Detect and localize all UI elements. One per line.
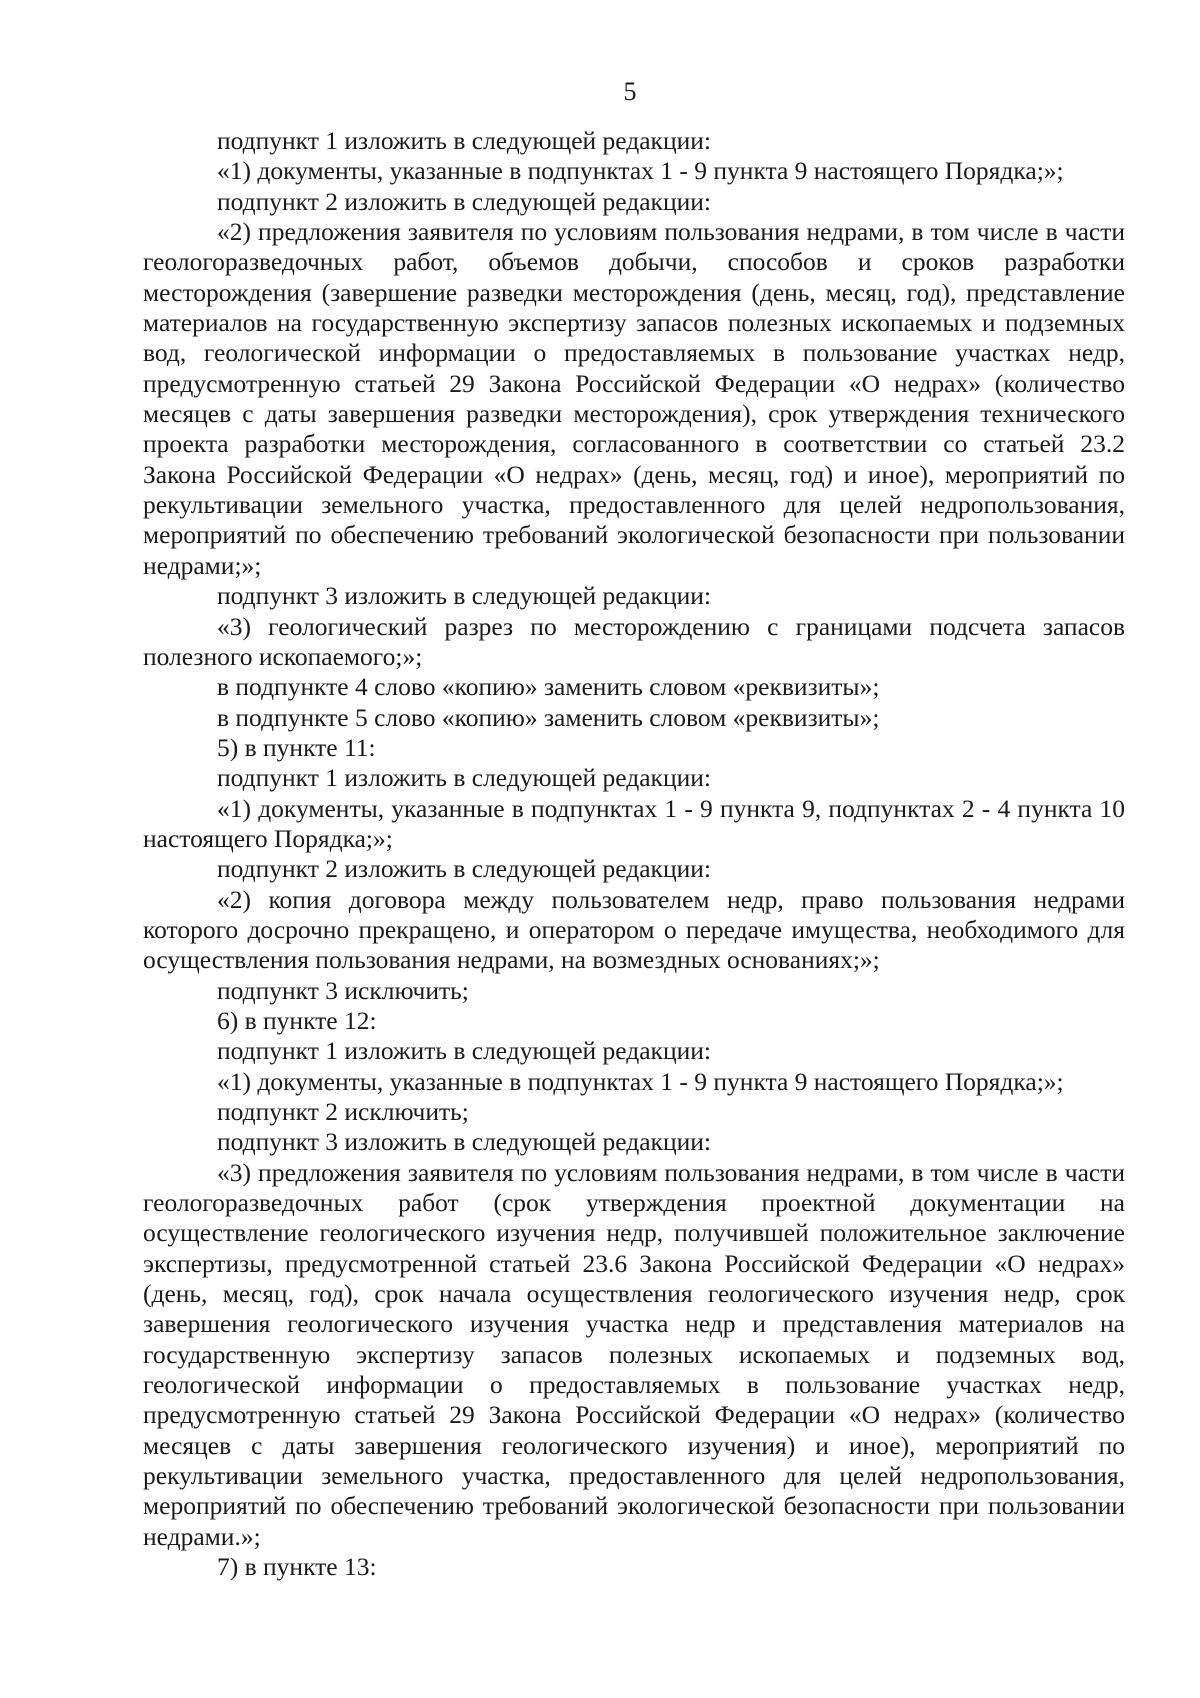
- document-body: [143, 126, 1125, 1583]
- paragraph: подпункт 2 изложить в следующей редакции:: [217, 854, 711, 884]
- page-number: 5: [623, 77, 637, 106]
- paragraph: 7) в пункте 13:: [217, 1552, 377, 1582]
- paragraph: 6) в пункте 12:: [217, 1005, 377, 1035]
- paragraph: «3) предложения заявителя по условиям пользования недрами, в том числе в части геологоразведочных работ (срок утверждения проектной документации на осуществление геологического изучения недр, получившей положительное заключение экспертизы, предусмотренной статьей 23.6 Закона Российской Федерации «О недрах» (день, месяц, год), срок начала осуществления геологического изучения недр, срок завершения геологического изучения участка недр и представления материалов на государственную экспертизу запасов полезных ископаемых и подземных вод, геологической информации о предоставляемых в пользование участках недр, предусмотренную статьей 29 Закона Российской Федерации «О недрах» (количество месяцев с даты завершения геологического изучения) и иное), мероприятий по рекультивации земельного участка, предоставленного для целей недропользования, мероприятий по обеспечению требований экологической безопасности при пользовании недрами.»;: [143, 1157, 1125, 1551]
- paragraph: подпункт 2 изложить в следующей редакции:: [217, 186, 711, 216]
- paragraph: 5) в пункте 11:: [217, 732, 376, 762]
- paragraph: «1) документы, указанные в подпунктах 1 - 9 пункта 9 настоящего Порядка;»;: [217, 156, 1064, 186]
- paragraph: в подпункте 4 слово «копию» заменить словом «реквизиты»;: [217, 672, 880, 702]
- paragraph: «1) документы, указанные в подпунктах 1 - 9 пункта 9 настоящего Порядка;»;: [217, 1066, 1064, 1096]
- paragraph: «2) копия договора между пользователем недр, право пользования недрами которого досрочно прекращено, и оператором о передаче имущества, необходимого для осуществления пользования недрами, на возмездных основаниях;»;: [143, 884, 1125, 975]
- paragraph: подпункт 1 изложить в следующей редакции:: [217, 763, 711, 793]
- paragraph: подпункт 3 изложить в следующей редакции:: [217, 1127, 711, 1157]
- paragraph: подпункт 1 изложить в следующей редакции:: [217, 1036, 711, 1066]
- paragraph: «1) документы, указанные в подпунктах 1 - 9 пункта 9, подпунктах 2 - 4 пункта 10 настоящего Порядка;»;: [143, 793, 1125, 853]
- paragraph: в подпункте 5 слово «копию» заменить словом «реквизиты»;: [217, 702, 880, 732]
- paragraph: «2) предложения заявителя по условиям пользования недрами, в том числе в части геологоразведочных работ, объемов добычи, способов и сроков разработки месторождения (завершение разведки месторождения (день, месяц, год), представление материалов на государственную экспертизу запасов полезных ископаемых и подземных вод, геологической информации о предоставляемых в пользование участках недр, предусмотренную статьей 29 Закона Российской Федерации «О недрах» (количество месяцев с даты завершения разведки месторождения), срок утверждения технического проекта разработки месторождения, согласованного в соответствии со статьей 23.2 Закона Российской Федерации «О недрах» (день, месяц, год) и иное), мероприятий по рекультивации земельного участка, предоставленного для целей недропользования, мероприятий по обеспечению требований экологической безопасности при пользовании недрами;»;: [143, 217, 1125, 580]
- paragraph: подпункт 3 изложить в следующей редакции:: [217, 581, 711, 611]
- paragraph: подпункт 1 изложить в следующей редакции:: [217, 126, 711, 155]
- paragraph: подпункт 2 исключить;: [217, 1097, 469, 1126]
- paragraph: «3) геологический разрез по месторождению с границами подсчета запасов полезного ископаемого;»;: [143, 611, 1125, 671]
- paragraph: подпункт 3 исключить;: [217, 975, 469, 1005]
